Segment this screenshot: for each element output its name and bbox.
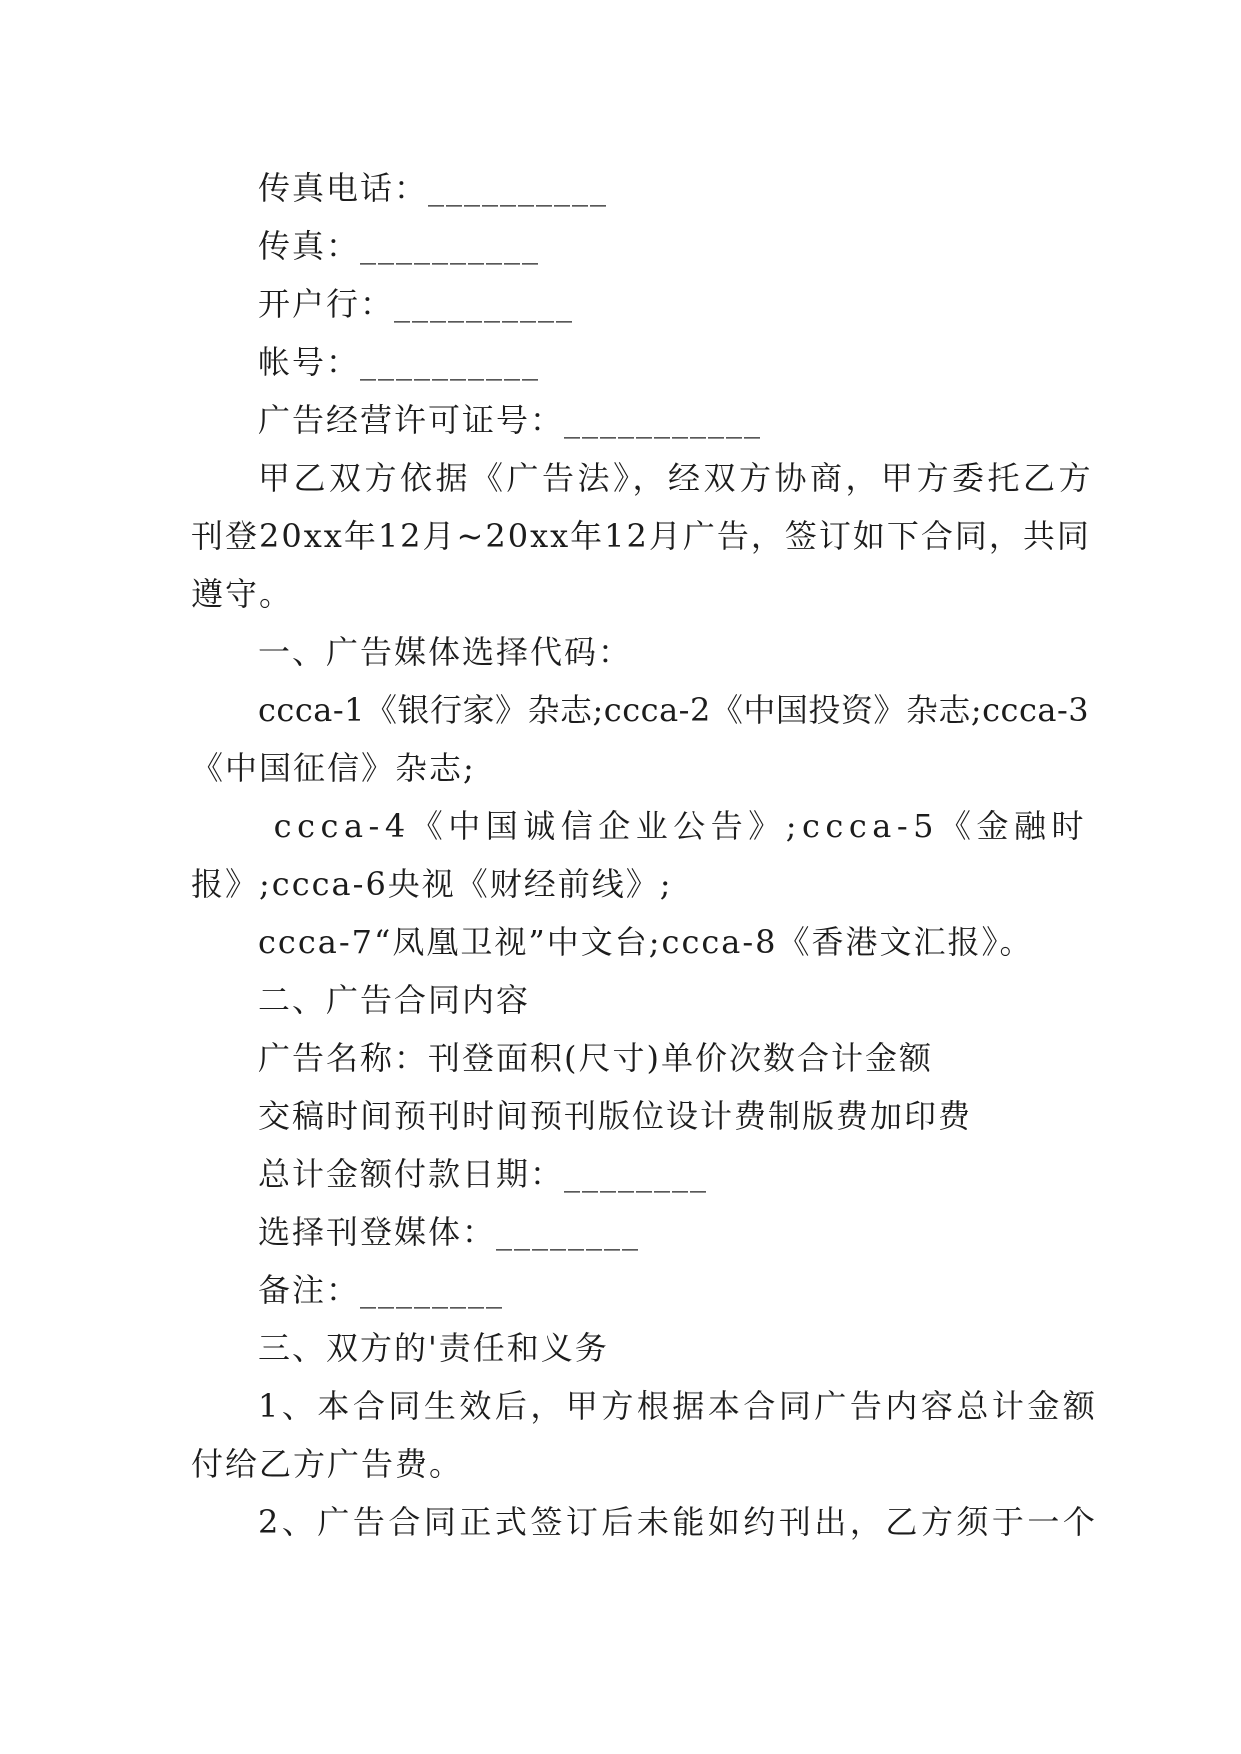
media-code-line: ccca-7“凤凰卫视”中文台;ccca-8《香港文汇报》。 <box>258 923 1034 961</box>
media-code-line: 《中国征信》杂志; <box>191 749 476 787</box>
clause-1-line: 1、本合同生效后，甲方根据本合同广告内容总计金额 <box>258 1387 1099 1425</box>
selected-media-line: 选择刊登媒体：________ <box>258 1213 641 1251</box>
bank-line: 开户行：__________ <box>258 285 575 323</box>
section-heading-responsibilities: 三、双方的'责任和义务 <box>258 1329 609 1367</box>
clause-1-line: 付给乙方广告费。 <box>191 1445 464 1483</box>
media-code-line: 报》;ccca-6央视《财经前线》; <box>191 865 673 903</box>
section-heading-contract-content: 二、广告合同内容 <box>258 981 531 1019</box>
intro-paragraph-line: 甲乙双方依据《广告法》，经双方协商，甲方委托乙方 <box>258 459 1095 497</box>
clause-2-line: 2、广告合同正式签订后未能如约刊出，乙方须于一个 <box>258 1503 1099 1541</box>
total-payment-line: 总计金额付款日期：________ <box>258 1155 709 1193</box>
remarks-line: 备注：________ <box>258 1271 505 1309</box>
intro-paragraph-line: 刊登20xx年12月~20xx年12月广告，签订如下合同，共同 <box>191 517 1091 555</box>
content-fields-line: 广告名称：刊登面积(尺寸)单价次数合计金额 <box>258 1039 933 1077</box>
section-heading-media-codes: 一、广告媒体选择代码： <box>258 633 633 671</box>
content-fields-line: 交稿时间预刊时间预刊版位设计费制版费加印费 <box>258 1097 973 1135</box>
media-code-line: ccca-4《中国诚信企业公告》;ccca-5《金融时 <box>258 807 1089 845</box>
media-code-line: ccca-1《银行家》杂志;ccca-2《中国投资》杂志;ccca-3 <box>258 691 1090 729</box>
fax-phone-line: 传真电话：__________ <box>258 169 609 207</box>
license-line: 广告经营许可证号：___________ <box>258 401 763 439</box>
fax-line: 传真：__________ <box>258 227 541 265</box>
account-line: 帐号：__________ <box>258 343 541 381</box>
intro-paragraph-line: 遵守。 <box>191 575 294 613</box>
